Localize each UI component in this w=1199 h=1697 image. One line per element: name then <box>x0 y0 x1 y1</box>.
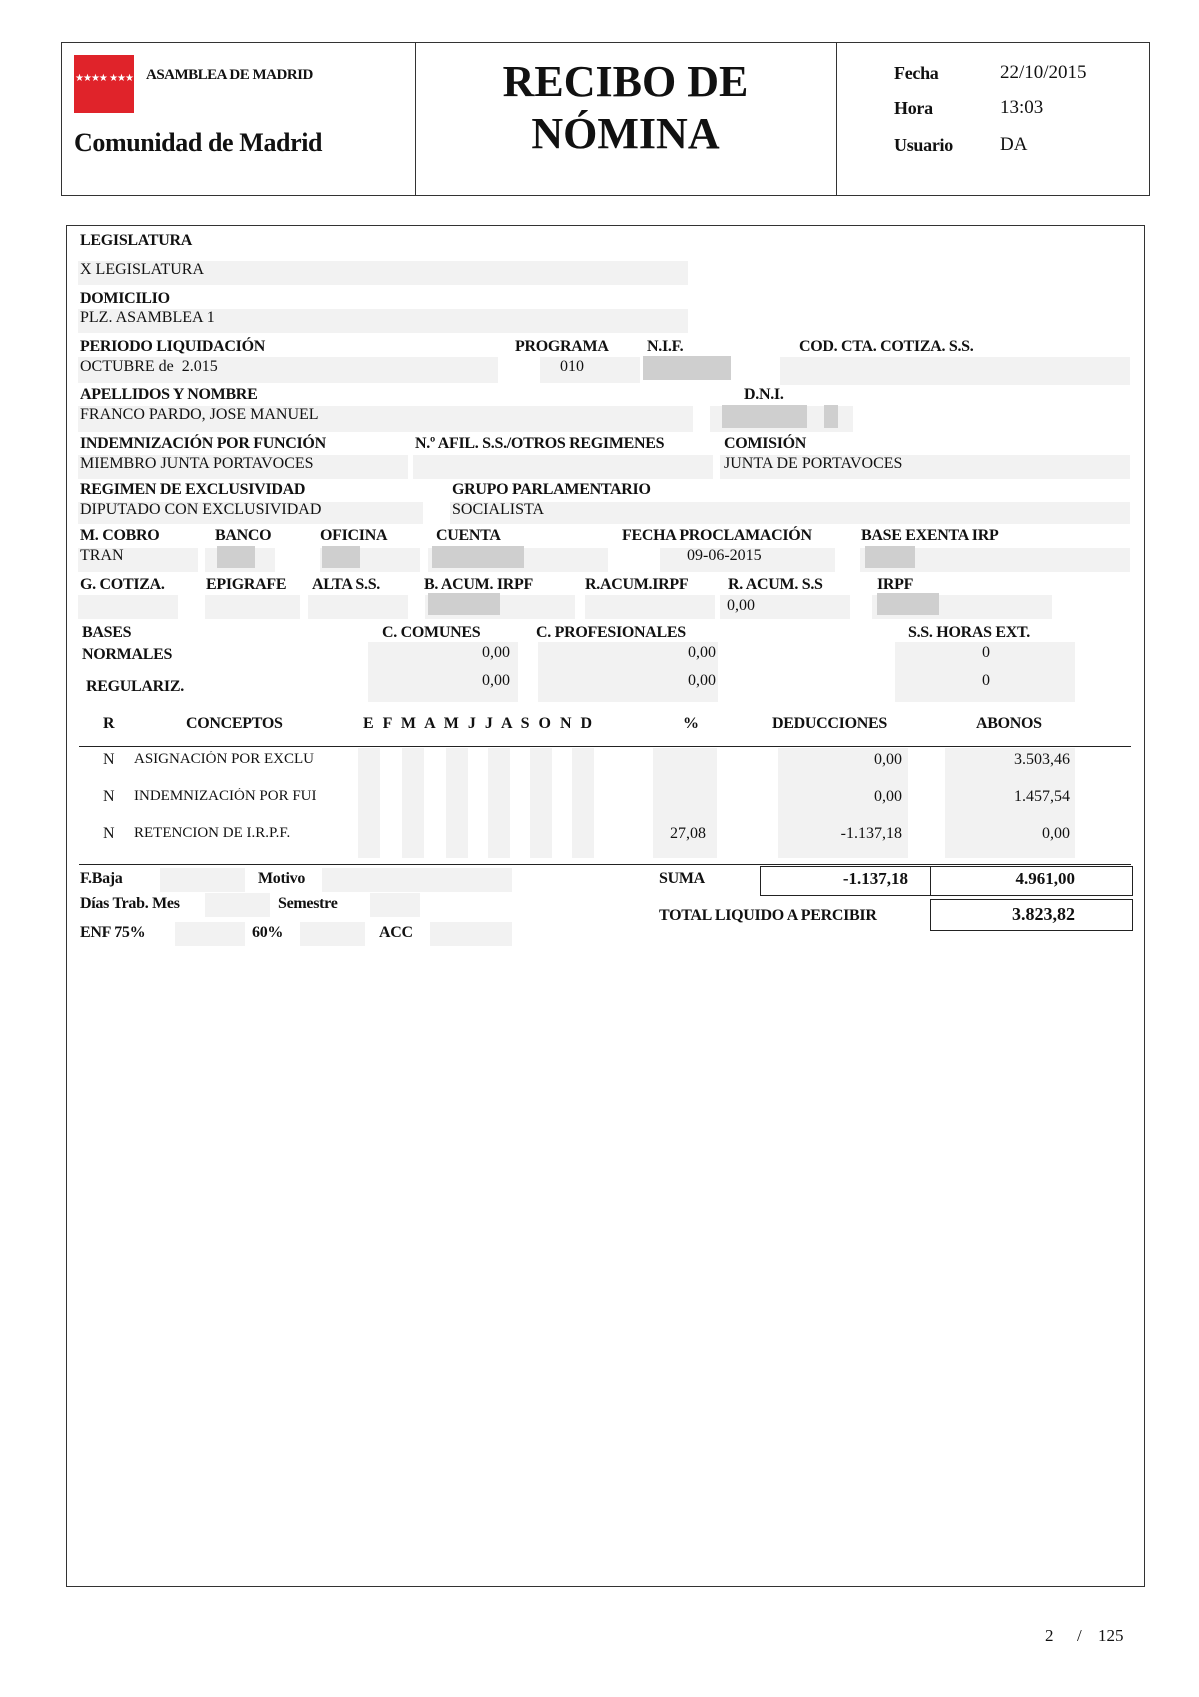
usuario-value: DA <box>1000 134 1028 155</box>
profesionales-label: C. PROFESIONALES <box>536 624 686 641</box>
regimen-value: DIPUTADO CON EXCLUSIVIDAD <box>80 501 322 518</box>
cod-cta-field <box>780 357 1130 385</box>
regulariz-horas-value: 0 <box>982 672 990 689</box>
motivo-field <box>322 868 512 892</box>
legislatura-value: X LEGISLATURA <box>80 261 204 278</box>
alta-label: ALTA S.S. <box>312 576 381 593</box>
nif-label: N.I.F. <box>647 338 684 355</box>
cuenta-redacted <box>432 546 524 568</box>
hora-label: Hora <box>894 98 933 118</box>
fecha-proc-label: FECHA PROCLAMACIÓN <box>622 527 812 544</box>
dni-redacted-2 <box>824 405 838 428</box>
semestre-field <box>370 893 420 917</box>
cuenta-label: CUENTA <box>436 527 501 544</box>
alta-field <box>308 595 408 619</box>
afil-label: N.º AFIL. S.S./OTROS REGIMENES <box>415 435 665 452</box>
cod-cta-label: COD. CTA. COTIZA. S.S. <box>799 338 974 355</box>
banco-redacted <box>217 546 255 568</box>
mcobro-value: TRAN <box>80 547 124 564</box>
normales-label: NORMALES <box>82 646 173 663</box>
programa-label: PROGRAMA <box>515 338 609 355</box>
gcotiza-field <box>78 595 178 619</box>
logo <box>74 55 134 113</box>
base-exenta-label: BASE EXENTA IRP <box>861 527 999 544</box>
page-total: 125 <box>1098 1626 1124 1645</box>
apellidos-value: FRANCO PARDO, JOSE MANUEL <box>80 406 319 423</box>
fbaja-label: F.Baja <box>80 870 123 887</box>
row-3-concepto: RETENCION DE I.R.P.F. <box>134 825 291 841</box>
row-1-concepto: ASIGNACIÓN POR EXCLU <box>134 751 315 767</box>
grupo-label: GRUPO PARLAMENTARIO <box>452 481 651 498</box>
bases-label: BASES <box>82 624 132 641</box>
oficina-label: OFICINA <box>320 527 388 544</box>
row-2-r: N <box>103 788 115 805</box>
comunes-label: C. COMUNES <box>382 624 481 641</box>
mcobro-label: M. COBRO <box>80 527 160 544</box>
month-stripe <box>572 748 594 858</box>
col-conceptos-header: CONCEPTOS <box>186 715 283 732</box>
row-3-abonos: 0,00 <box>1042 825 1070 842</box>
sesenta-field <box>300 922 365 946</box>
community-name: Comunidad de Madrid <box>74 128 323 157</box>
regimen-label: REGIMEN DE EXCLUSIVIDAD <box>80 481 306 498</box>
periodo-value: OCTUBRE de 2.015 <box>80 358 218 375</box>
normales-horas-value: 0 <box>982 644 990 661</box>
legislatura-label: LEGISLATURA <box>80 232 192 249</box>
racum-ss-label: R. ACUM. S.S <box>728 576 823 593</box>
nif-redacted <box>643 356 731 380</box>
page-separator: / <box>1077 1626 1082 1645</box>
col-months-header: E F M A M J J A S O N D <box>363 715 595 732</box>
suma-label: SUMA <box>659 870 705 887</box>
logo-stars-icon: ★★★★ ★★★ <box>75 73 133 84</box>
apellidos-label: APELLIDOS Y NOMBRE <box>80 386 258 403</box>
base-exenta-redacted <box>865 546 915 568</box>
fecha-value: 22/10/2015 <box>1000 62 1087 83</box>
dias-field <box>205 893 270 917</box>
dni-label: D.N.I. <box>744 386 784 403</box>
total-label: TOTAL LIQUIDO A PERCIBIR <box>659 907 877 924</box>
fecha-proc-value: 09-06-2015 <box>687 547 762 564</box>
domicilio-label: DOMICILIO <box>80 290 170 307</box>
row-1-deducciones: 0,00 <box>874 751 902 768</box>
sesenta-label: 60% <box>252 924 284 941</box>
regulariz-comunes-value: 0,00 <box>482 672 510 689</box>
table-header-rule <box>79 746 1131 747</box>
irpf-redacted <box>877 593 939 615</box>
fbaja-field <box>160 868 245 892</box>
horas-label: S.S. HORAS EXT. <box>908 624 1030 641</box>
acc-label: ACC <box>379 924 413 941</box>
dni-redacted-1 <box>722 405 807 428</box>
row-3-deducciones: -1.137,18 <box>840 825 902 842</box>
banco-label: BANCO <box>215 527 272 544</box>
domicilio-value: PLZ. ASAMBLEA 1 <box>80 309 215 326</box>
epigrafe-label: EPIGRAFE <box>206 576 287 593</box>
org-name: ASAMBLEA DE MADRID <box>146 67 313 83</box>
enf-field <box>175 922 245 946</box>
gcotiza-label: G. COTIZA. <box>80 576 165 593</box>
suma-abonos-value: 4.961,00 <box>1015 869 1075 888</box>
grupo-value: SOCIALISTA <box>452 501 545 518</box>
afil-field <box>413 455 713 479</box>
bacum-label: B. ACUM. IRPF <box>424 576 533 593</box>
indemnizacion-label: INDEMNIZACIÓN POR FUNCIÓN <box>80 435 326 452</box>
fecha-label: Fecha <box>894 63 939 83</box>
normales-comunes-value: 0,00 <box>482 644 510 661</box>
month-stripe <box>358 748 380 858</box>
irpf-label: IRPF <box>877 576 914 593</box>
comision-label: COMISIÓN <box>724 435 807 452</box>
enf-label: ENF 75% <box>80 924 146 941</box>
hora-value: 13:03 <box>1000 97 1044 118</box>
programa-value: 010 <box>560 358 584 375</box>
indemnizacion-value: MIEMBRO JUNTA PORTAVOCES <box>80 455 314 472</box>
document-title-line1: RECIBO DE <box>502 57 749 106</box>
epigrafe-field <box>205 595 300 619</box>
month-stripe <box>402 748 424 858</box>
month-stripe <box>446 748 468 858</box>
acc-field <box>430 922 512 946</box>
row-3-pct: 27,08 <box>670 825 706 842</box>
regulariz-label: REGULARIZ. <box>86 678 184 695</box>
header-divider-right <box>836 42 837 196</box>
suma-deducciones-value: -1.137,18 <box>842 869 908 888</box>
programa-field <box>540 357 640 383</box>
oficina-redacted <box>322 546 360 568</box>
col-pct-header: % <box>683 715 699 732</box>
bacum-redacted <box>428 593 500 615</box>
row-3-r: N <box>103 825 115 842</box>
row-2-abonos: 1.457,54 <box>1014 788 1070 805</box>
regulariz-prof-value: 0,00 <box>688 672 716 689</box>
document-title-line2: NÓMINA <box>531 109 720 158</box>
col-deducciones-header: DEDUCCIONES <box>772 715 887 732</box>
racum-irpf-field <box>585 595 715 619</box>
usuario-label: Usuario <box>894 135 953 155</box>
month-stripe <box>488 748 510 858</box>
semestre-label: Semestre <box>278 895 338 912</box>
racum-ss-value: 0,00 <box>727 597 755 614</box>
periodo-label: PERIODO LIQUIDACIÓN <box>80 338 265 355</box>
col-abonos-header: ABONOS <box>976 715 1042 732</box>
month-stripe <box>530 748 552 858</box>
dias-label: Días Trab. Mes <box>80 895 180 912</box>
row-2-concepto: INDEMNIZACIÓN POR FUI <box>134 788 317 804</box>
table-bottom-rule <box>79 864 1131 865</box>
row-2-deducciones: 0,00 <box>874 788 902 805</box>
total-value: 3.823,82 <box>1012 904 1075 924</box>
racum-irpf-label: R.ACUM.IRPF <box>585 576 689 593</box>
row-1-abonos: 3.503,46 <box>1014 751 1070 768</box>
suma-divider <box>930 866 931 896</box>
grupo-field <box>450 502 1130 524</box>
normales-prof-value: 0,00 <box>688 644 716 661</box>
comision-value: JUNTA DE PORTAVOCES <box>724 455 903 472</box>
page-current: 2 <box>1045 1626 1054 1645</box>
row-1-r: N <box>103 751 115 768</box>
col-r-header: R <box>103 715 115 732</box>
motivo-label: Motivo <box>258 870 306 887</box>
